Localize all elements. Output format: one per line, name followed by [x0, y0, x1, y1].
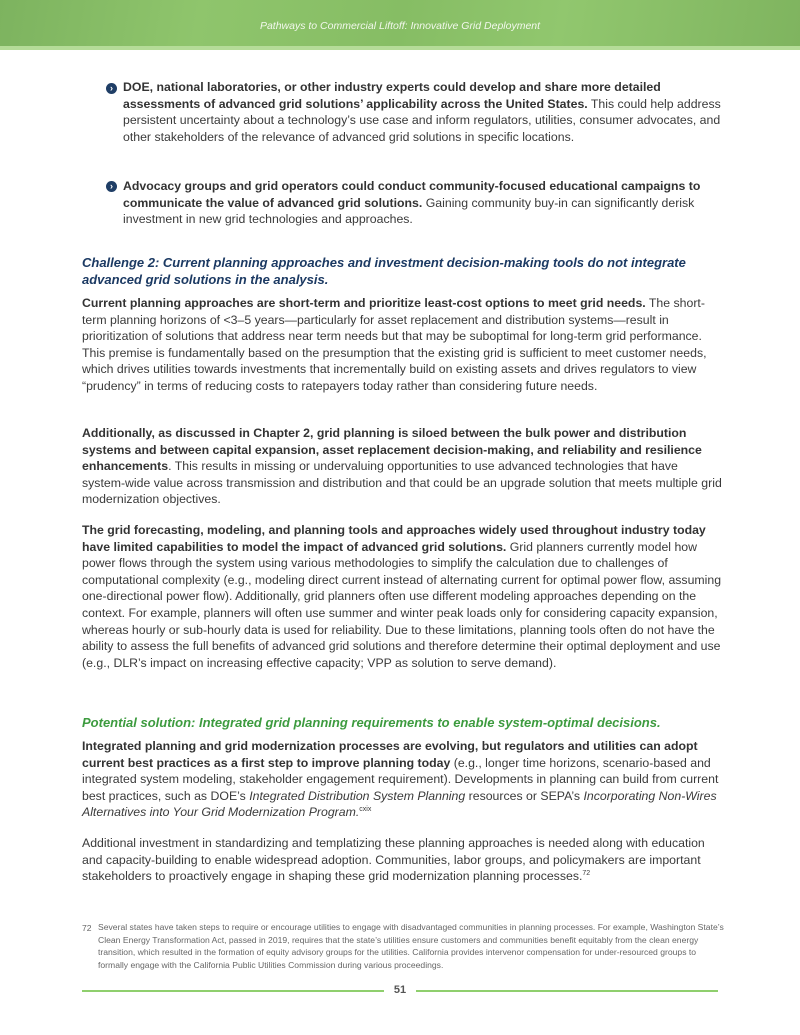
paragraph — [82, 522, 722, 671]
footer-rule-left — [82, 990, 384, 992]
bullet-item — [123, 79, 723, 145]
paragraph-text: Additional investment in standardizing and templatizing these planning approaches is needed along with education and capacity-building to enable widespread adoption. Communities, labor groups, and policymakers are important stakeholders to proactively engage in shaping these grid modernization planning processes. — [82, 836, 705, 884]
paragraph — [82, 425, 722, 508]
endnote-ref[interactable]: cxix — [359, 806, 372, 814]
footnote-ref[interactable]: 72 — [582, 870, 591, 878]
paragraph-lead: Integrated planning and grid modernization processes are evolving, but regulators and utilities can adopt current best practices as a first step to improve planning today — [82, 739, 698, 770]
running-header-title: Pathways to Commercial Liftoff: Innovative Grid Deployment — [259, 20, 541, 32]
paragraph-text: The short-term planning horizons of <3–5 years—particularly for asset replacement and distribution systems—result in prioritization of solutions that address near term needs but that may be suboptimal for long-term grid performance. This premise is fundamentally based on the presumption that the existing grid is sufficient to meet customer needs, which drives utilities towards investments that incrementally build on existing assets and drives regulators to view “prudency” in terms of reducing costs to ratepayers today rather than considering future needs. — [82, 296, 707, 393]
bullet-text: Gaining community buy-in can significantly derisk investment in new grid technologies and approaches. — [123, 195, 695, 227]
paragraph — [82, 295, 722, 395]
paragraph-text: (e.g., longer time horizons, scenario-based and integrated system modeling, stakeholder engagement requirement). Developments in planning can build from current best practices, such as DOE’s — [82, 755, 719, 803]
publication-title: Incorporating Non-Wires Alternatives into Your Grid Modernization Program. — [82, 788, 717, 820]
publication-title: Integrated Distribution System Planning — [249, 788, 466, 803]
chevron-bullet-icon: › — [106, 181, 117, 192]
bullet-bold: DOE, national laboratories, or other industry experts could develop and share more detailed assessments of advanced grid solutions’ applicability across the United States. — [123, 80, 661, 111]
footer-rule-right — [416, 990, 718, 992]
challenge-heading: Challenge 2: Current planning approaches and investment decision-making tools do not integrate advanced grid solutions in the analysis. — [82, 255, 686, 287]
paragraph-lead: Additionally, as discussed in Chapter 2, grid planning is siloed between the bulk power and distribution systems and between capital expansion, asset replacement decision-making, and reliability and resilience enhancements — [82, 426, 702, 474]
paragraph-text: Grid planners currently model how power flows through the system using various methodologies to simplify the calculation due to challenges of computational complexity (e.g., modeling direct current instead of alternating current for optimal power flow, assuming one-directional power flow). Additionally, grid planners often use different modeling approaches depending on the context. For example, planners will often use summer and winter peak loads only for considering capacity expansion, whereas hourly or sub-hourly data is used for reliability. Due to these limitations, planning tools often do not have the ability to assess the full benefits of advanced grid solutions and therefore determine their optimal deployment and use (e.g., DLR’s impact on increasing effective capacity; VPP as solution to serve demand). — [82, 539, 722, 670]
bullet-bold: Advocacy groups and grid operators could conduct community-focused educational campaigns to communicate the value of advanced grid solutions. — [123, 179, 701, 210]
page-number: 51 — [393, 984, 407, 996]
footnote-text: Several states have taken steps to require or encourage utilities to engage with disadvantaged communities in planning processes. For example, Washington State’s Clean Energy Transformation Act, passed in 2019, requires that the state’s utilities ensure customers and communities benefit equitably from the clean energy transition, which resulted in the formation of equity advisory groups for the utilities. California provides intervenor compensation for under-resourced groups to formally engage with the California Public Utilities Commission during various proceedings. — [98, 922, 724, 970]
solution-heading: Potential solution: Integrated grid planning requirements to enable system-optimal decisions. — [82, 715, 661, 730]
paragraph-text: . This results in missing or undervaluing opportunities to use advanced technologies that have system-wide value across transmission and distribution and that could be an upgrade solution that meets multiple grid modernization objectives. — [82, 459, 722, 507]
footnote-number: 72 — [82, 923, 92, 933]
paragraph — [82, 835, 722, 885]
bullet-item — [123, 178, 723, 228]
paragraph-lead: Current planning approaches are short-term and prioritize least-cost options to meet grid needs. — [82, 296, 646, 310]
paragraph-text: resources or SEPA’s — [465, 788, 584, 803]
chevron-bullet-icon: › — [106, 83, 117, 94]
paragraph — [82, 738, 722, 821]
paragraph-lead: The grid forecasting, modeling, and planning tools and approaches widely used throughout industry today have limited capabilities to model the impact of advanced grid solutions. — [82, 523, 706, 554]
page-header-banner — [0, 0, 800, 46]
bullet-text: This could help address persistent uncertainty about a technology’s use case and inform regulators, utilities, consumer advocates, and other stakeholders of the relevance of advanced grid solutions in specific locations. — [123, 96, 721, 144]
